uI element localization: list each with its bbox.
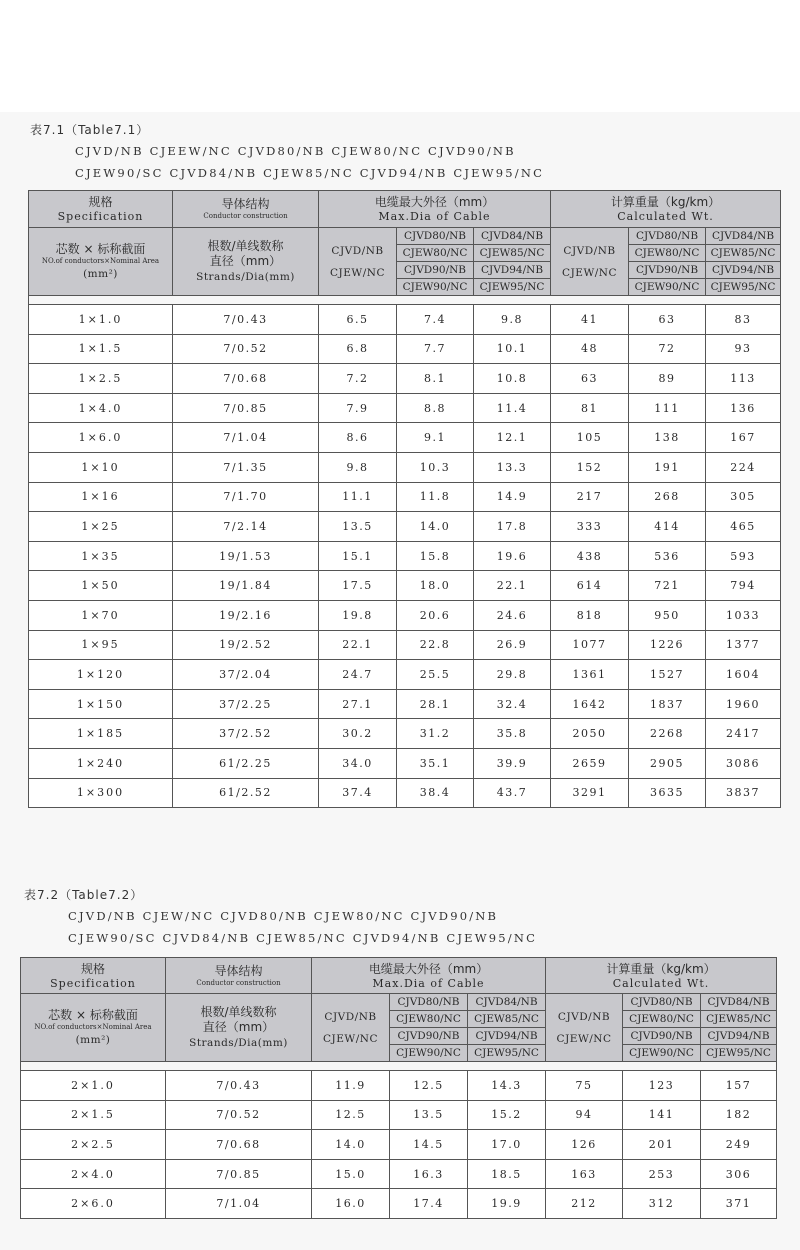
dia-col-c-header: CJVD84/NB CJEW85/NC CJVD94/NB CJEW95/NC [468,994,546,1062]
table-cell: 818 [551,600,629,630]
table-cell: 2×2.5 [21,1130,166,1160]
table-cell: 1×2.5 [29,364,173,394]
table-cell: 1033 [706,600,781,630]
cores-header: 芯数 × 标称截面 NO.of conductors×Nominal Area (mm²) [29,228,173,296]
wt-col-a-header: CJVD/NB CJEW/NC [546,994,623,1062]
wt-col-b-header: CJVD80/NB CJEW80/NC CJVD90/NB CJEW90/NC [623,994,701,1062]
table-cell: 182 [701,1100,777,1130]
table-cell: 7/0.52 [166,1100,312,1130]
table-cell: 593 [706,541,781,571]
table-cell: 61/2.52 [173,778,319,808]
wt-col-a-header: CJVD/NB CJEW/NC [551,228,629,296]
table-cell: 1×1.0 [29,305,173,335]
table-cell: 7/1.04 [166,1189,312,1219]
table-cell: 24.7 [319,660,397,690]
table-cell: 157 [701,1071,777,1101]
table-row [21,1100,777,1130]
model-list-line-1: CJVD/NB CJEW/NC CJVD80/NB CJEW80/NC CJVD90/NB [68,909,499,923]
table-cell: 2905 [629,748,706,778]
table-cell: 16.3 [390,1159,468,1189]
table-cell: 28.1 [397,689,474,719]
table-cell: 19/1.84 [173,571,319,601]
table-cell: 9.8 [319,452,397,482]
table-cell: 7/0.52 [173,334,319,364]
table-cell: 1×70 [29,600,173,630]
table-cell: 12.5 [390,1071,468,1101]
table-cell: 7/0.43 [166,1071,312,1101]
table-cell: 39.9 [474,748,551,778]
table-cell: 14.0 [312,1130,390,1160]
table-cell: 212 [546,1189,623,1219]
conductor-header: 导体结构 Conductor construction [173,191,319,228]
table-cell: 141 [623,1100,701,1130]
table-cell: 72 [629,334,706,364]
conductor-header: 导体结构 Conductor construction [166,958,312,994]
table-cell: 35.8 [474,719,551,749]
table-cell: 19.9 [468,1189,546,1219]
table-cell: 224 [706,452,781,482]
table-cell: 312 [623,1189,701,1219]
table-cell: 61/2.25 [173,748,319,778]
table-cell: 14.0 [397,512,474,542]
table-cell: 2×1.0 [21,1071,166,1101]
table-row [29,630,781,660]
table-cell: 268 [629,482,706,512]
table-cell: 126 [546,1130,623,1160]
table-cell: 1×95 [29,630,173,660]
spec-header: 规格 Specification [29,191,173,228]
spec-table [20,957,777,1219]
table-cell: 48 [551,334,629,364]
table-cell: 1077 [551,630,629,660]
table-cell: 19/2.16 [173,600,319,630]
table-cell: 14.3 [468,1071,546,1101]
table-cell: 2×4.0 [21,1159,166,1189]
table-cell: 75 [546,1071,623,1101]
table-cell: 2050 [551,719,629,749]
table-cell: 10.3 [397,452,474,482]
table-cell: 1×4.0 [29,393,173,423]
table-cell: 14.5 [390,1130,468,1160]
table-cell: 113 [706,364,781,394]
table-cell: 81 [551,393,629,423]
table-cell: 7.9 [319,393,397,423]
table-row [21,1130,777,1160]
table-cell: 41 [551,305,629,335]
table-cell: 1×50 [29,571,173,601]
table-cell: 201 [623,1130,701,1160]
table-cell: 18.0 [397,571,474,601]
table-cell: 25.5 [397,660,474,690]
table-cell: 18.5 [468,1159,546,1189]
table-cell: 2417 [706,719,781,749]
strands-header: 根数/单线数称 直径（mm） Strands/Dia(mm) [166,994,312,1062]
table-cell: 19/2.52 [173,630,319,660]
table-cell: 9.8 [474,305,551,335]
table-cell: 1527 [629,660,706,690]
table-cell: 191 [629,452,706,482]
table-cell: 15.8 [397,541,474,571]
wt-col-b-header: CJVD80/NB CJEW80/NC CJVD90/NB CJEW90/NC [629,228,706,296]
table-cell: 7/0.68 [173,364,319,394]
table-cell: 6.5 [319,305,397,335]
table-row [29,660,781,690]
table-cell: 2268 [629,719,706,749]
table-cell: 111 [629,393,706,423]
table-cell: 1960 [706,689,781,719]
table-cell: 123 [623,1071,701,1101]
table-cell: 306 [701,1159,777,1189]
table-row [29,719,781,749]
table-cell: 1×1.5 [29,334,173,364]
table-cell: 11.4 [474,393,551,423]
table-row [29,778,781,808]
table-cell: 7.7 [397,334,474,364]
table-caption: 表7.1（Table7.1） [30,123,150,137]
table-row [29,423,781,453]
table-cell: 11.9 [312,1071,390,1101]
table-cell: 20.6 [397,600,474,630]
dia-col-a-header: CJVD/NB CJEW/NC [312,994,390,1062]
table-cell: 12.1 [474,423,551,453]
table-row [29,748,781,778]
table-cell: 16.0 [312,1189,390,1219]
table-cell: 7/2.14 [173,512,319,542]
table-row [29,305,781,335]
table-cell: 12.5 [312,1100,390,1130]
table-cell: 3291 [551,778,629,808]
max-dia-header: 电缆最大外径（mm） Max.Dia of Cable [312,958,546,994]
table-cell: 3086 [706,748,781,778]
table-cell: 63 [629,305,706,335]
table-row [29,541,781,571]
max-dia-header: 电缆最大外径（mm） Max.Dia of Cable [319,191,551,228]
model-list-line-1: CJVD/NB CJEEW/NC CJVD80/NB CJEW80/NC CJVD90/NB [75,144,516,158]
table-row [29,334,781,364]
table-cell: 794 [706,571,781,601]
table-cell: 253 [623,1159,701,1189]
table-cell: 13.5 [390,1100,468,1130]
table-cell: 17.8 [474,512,551,542]
table-cell: 37/2.52 [173,719,319,749]
table-caption: 表7.2（Table7.2） [24,888,144,902]
table-cell: 30.2 [319,719,397,749]
table-cell: 94 [546,1100,623,1130]
table-cell: 152 [551,452,629,482]
table-cell: 37/2.25 [173,689,319,719]
table-cell: 14.9 [474,482,551,512]
spec-header: 规格 Specification [21,958,166,994]
table-cell: 8.6 [319,423,397,453]
table-row [29,393,781,423]
table-cell: 38.4 [397,778,474,808]
table-cell: 371 [701,1189,777,1219]
table-cell: 8.8 [397,393,474,423]
table-cell: 217 [551,482,629,512]
header-gap [21,1062,777,1071]
table-cell: 22.1 [474,571,551,601]
table-cell: 8.1 [397,364,474,394]
table-cell: 17.5 [319,571,397,601]
table-cell: 438 [551,541,629,571]
table-cell: 2×6.0 [21,1189,166,1219]
table-cell: 3837 [706,778,781,808]
table-cell: 1×150 [29,689,173,719]
table-cell: 15.2 [468,1100,546,1130]
table-cell: 1361 [551,660,629,690]
table-cell: 7/0.43 [173,305,319,335]
table-cell: 15.0 [312,1159,390,1189]
table-cell: 19/1.53 [173,541,319,571]
table-cell: 9.1 [397,423,474,453]
dia-col-a-header: CJVD/NB CJEW/NC [319,228,397,296]
wt-col-c-header: CJVD84/NB CJEW85/NC CJVD94/NB CJEW95/NC [701,994,777,1062]
table-cell: 7.4 [397,305,474,335]
wt-col-c-header: CJVD84/NB CJEW85/NC CJVD94/NB CJEW95/NC [706,228,781,296]
table-cell: 35.1 [397,748,474,778]
table-cell: 6.8 [319,334,397,364]
table-cell: 2×1.5 [21,1100,166,1130]
model-list-line-2: CJEW90/SC CJVD84/NB CJEW85/NC CJVD94/NB CJEW95/NC [75,166,545,180]
table-row [21,1189,777,1219]
table-cell: 37.4 [319,778,397,808]
table-cell: 1×185 [29,719,173,749]
table-cell: 1×25 [29,512,173,542]
table-cell: 950 [629,600,706,630]
table-cell: 136 [706,393,781,423]
table-cell: 63 [551,364,629,394]
table-cell: 2659 [551,748,629,778]
table-cell: 1×120 [29,660,173,690]
table-cell: 1×240 [29,748,173,778]
table-row [29,600,781,630]
table-cell: 1642 [551,689,629,719]
table-row [29,689,781,719]
table-cell: 7/0.85 [173,393,319,423]
table-cell: 7/1.04 [173,423,319,453]
table-cell: 10.8 [474,364,551,394]
table-cell: 105 [551,423,629,453]
table-cell: 83 [706,305,781,335]
table-cell: 414 [629,512,706,542]
table-cell: 29.8 [474,660,551,690]
table-cell: 32.4 [474,689,551,719]
table-row [29,452,781,482]
table-row [29,571,781,601]
table-cell: 13.3 [474,452,551,482]
table-cell: 614 [551,571,629,601]
table-cell: 536 [629,541,706,571]
table-cell: 163 [546,1159,623,1189]
table-cell: 1604 [706,660,781,690]
table-cell: 1×10 [29,452,173,482]
table-cell: 11.8 [397,482,474,512]
table-cell: 1×16 [29,482,173,512]
table-cell: 26.9 [474,630,551,660]
table-row [29,482,781,512]
table-cell: 93 [706,334,781,364]
cores-header: 芯数 × 标称截面 NO.of conductors×Nominal Area (mm²) [21,994,166,1062]
table-cell: 1×6.0 [29,423,173,453]
table-cell: 1837 [629,689,706,719]
table-cell: 7.2 [319,364,397,394]
table-cell: 721 [629,571,706,601]
table-cell: 1×35 [29,541,173,571]
dia-col-b-header: CJVD80/NB CJEW80/NC CJVD90/NB CJEW90/NC [390,994,468,1062]
dia-col-c-header: CJVD84/NB CJEW85/NC CJVD94/NB CJEW95/NC [474,228,551,296]
table-cell: 31.2 [397,719,474,749]
table-cell: 89 [629,364,706,394]
table-row [29,512,781,542]
weight-header: 计算重量（kg/km） Calculated Wt. [551,191,781,228]
table-cell: 249 [701,1130,777,1160]
table-cell: 19.8 [319,600,397,630]
table-cell: 22.8 [397,630,474,660]
dia-col-b-header: CJVD80/NB CJEW80/NC CJVD90/NB CJEW90/NC [397,228,474,296]
table-cell: 1×300 [29,778,173,808]
table-cell: 34.0 [319,748,397,778]
table-cell: 7/0.68 [166,1130,312,1160]
table-cell: 19.6 [474,541,551,571]
table-cell: 465 [706,512,781,542]
table-cell: 37/2.04 [173,660,319,690]
table-cell: 138 [629,423,706,453]
table-cell: 27.1 [319,689,397,719]
table-cell: 15.1 [319,541,397,571]
spec-table [28,190,781,808]
table-cell: 24.6 [474,600,551,630]
weight-header: 计算重量（kg/km） Calculated Wt. [546,958,777,994]
table-cell: 333 [551,512,629,542]
table-cell: 7/0.85 [166,1159,312,1189]
table-cell: 167 [706,423,781,453]
table-cell: 1377 [706,630,781,660]
table-cell: 17.4 [390,1189,468,1219]
table-row [21,1071,777,1101]
table-cell: 7/1.35 [173,452,319,482]
model-list-line-2: CJEW90/SC CJVD84/NB CJEW85/NC CJVD94/NB CJEW95/NC [68,931,538,945]
table-cell: 10.1 [474,334,551,364]
table-cell: 13.5 [319,512,397,542]
table-cell: 7/1.70 [173,482,319,512]
table-cell: 305 [706,482,781,512]
table-cell: 17.0 [468,1130,546,1160]
table-cell: 43.7 [474,778,551,808]
table-cell: 11.1 [319,482,397,512]
table-cell: 3635 [629,778,706,808]
header-gap [29,296,781,305]
table-row [21,1159,777,1189]
table-row [29,364,781,394]
table-cell: 1226 [629,630,706,660]
table-cell: 22.1 [319,630,397,660]
strands-header: 根数/单线数称 直径（mm） Strands/Dia(mm) [173,228,319,296]
